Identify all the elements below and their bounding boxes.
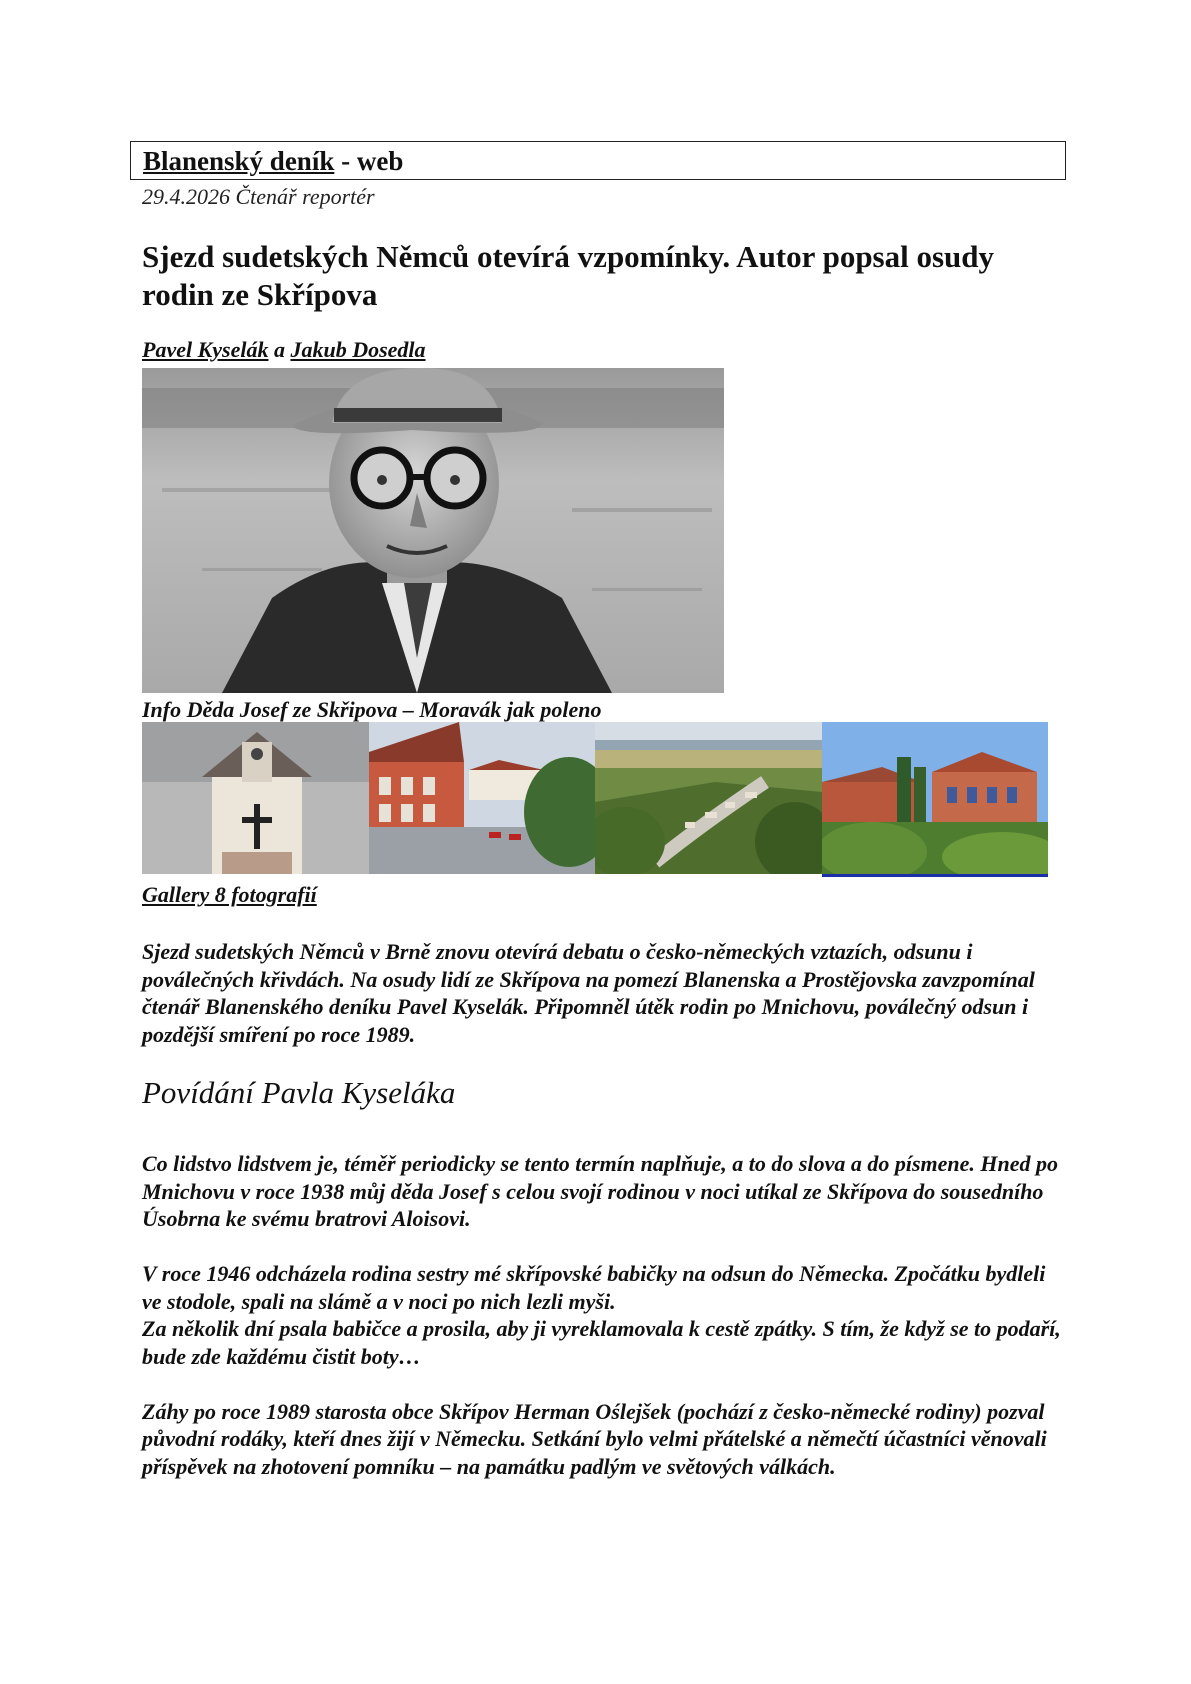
main-photo	[142, 368, 724, 693]
gallery-link[interactable]: Gallery 8 fotografií	[142, 882, 317, 907]
author-line	[142, 337, 426, 363]
author-joiner: a	[268, 337, 291, 362]
gallery-thumb-school[interactable]	[369, 722, 596, 874]
dateline: 29.4.2026 Čtenář reportér	[142, 184, 375, 209]
gallery-thumb-village-aerial[interactable]	[595, 722, 822, 874]
gallery-link-underline	[822, 874, 1048, 877]
publication-link[interactable]: Blanenský deník	[143, 146, 335, 176]
body-paragraph: V roce 1946 odcházela rodina sestry mé skřípovské babičky na odsun do Německa. Zpočátku bydleli ve stodole, spali na slámě a v noci po nich lezli myši.	[142, 1261, 1046, 1314]
body-paragraph: Co lidstvo lidstvem je, téměř periodicky se tento termín naplňuje, a to do slova a do písmene. Hned po Mnichovu v roce 1938 můj děda Josef s celou svojí rodinou v noci utíkal ze Skřípova do sousedního Úsobrna ke svému bratrovi Aloisovi.	[142, 1151, 1059, 1231]
source-header	[130, 141, 1066, 180]
portrait-photo-image	[142, 368, 724, 693]
source-separator: -	[334, 146, 357, 176]
source-channel: web	[356, 146, 404, 176]
gallery-thumb-church[interactable]	[142, 722, 369, 874]
article-lead: Sjezd sudetských Němců v Brně znovu otevírá debatu o česko-německých vztazích, odsunu i poválečných křivdách. Na osudy lidí ze Skřípova na pomezí Blanenska a Prostějovska zavzpomínal čtenář Blanenského deníku Pavel Kyselák. Připomněl útěk rodin po Mnichovu, poválečný odsun i pozdější smíření po roce 1989.	[142, 939, 1035, 1047]
photo-caption: Info Děda Josef ze Skřipova – Moravák jak poleno	[142, 697, 602, 722]
author-link-kyselak[interactable]: Pavel Kyselák	[142, 337, 269, 362]
gallery-thumb-houses[interactable]	[822, 722, 1049, 874]
body-paragraph: Záhy po roce 1989 starosta obce Skřípov Herman Oślejšek (pochází z česko-německé rodiny) pozval původní rodáky, kteří dnes žijí v Německu. Setkání bylo velmi přátelské a němečtí účastníci věnovali příspěvek na zhotovení pomníku – na památku padlým ve světových válkách.	[142, 1398, 1047, 1479]
article-headline: Sjezd sudetských Němců otevírá vzpomínky. Autor popsal osudy rodin ze Skřípova	[142, 239, 995, 312]
photo-gallery-strip[interactable]	[142, 722, 1048, 874]
author-link-dosedla[interactable]: Jakub Dosedla	[290, 337, 426, 362]
article-body	[142, 1150, 1062, 1508]
article-subhead: Povídání Pavla Kyseláka	[142, 1075, 456, 1110]
body-paragraph: Za několik dní psala babičce a prosila, aby ji vyreklamovala k cestě zpátky. S tím, že když se to podaří, bude zde každému čistit boty…	[142, 1316, 1061, 1369]
